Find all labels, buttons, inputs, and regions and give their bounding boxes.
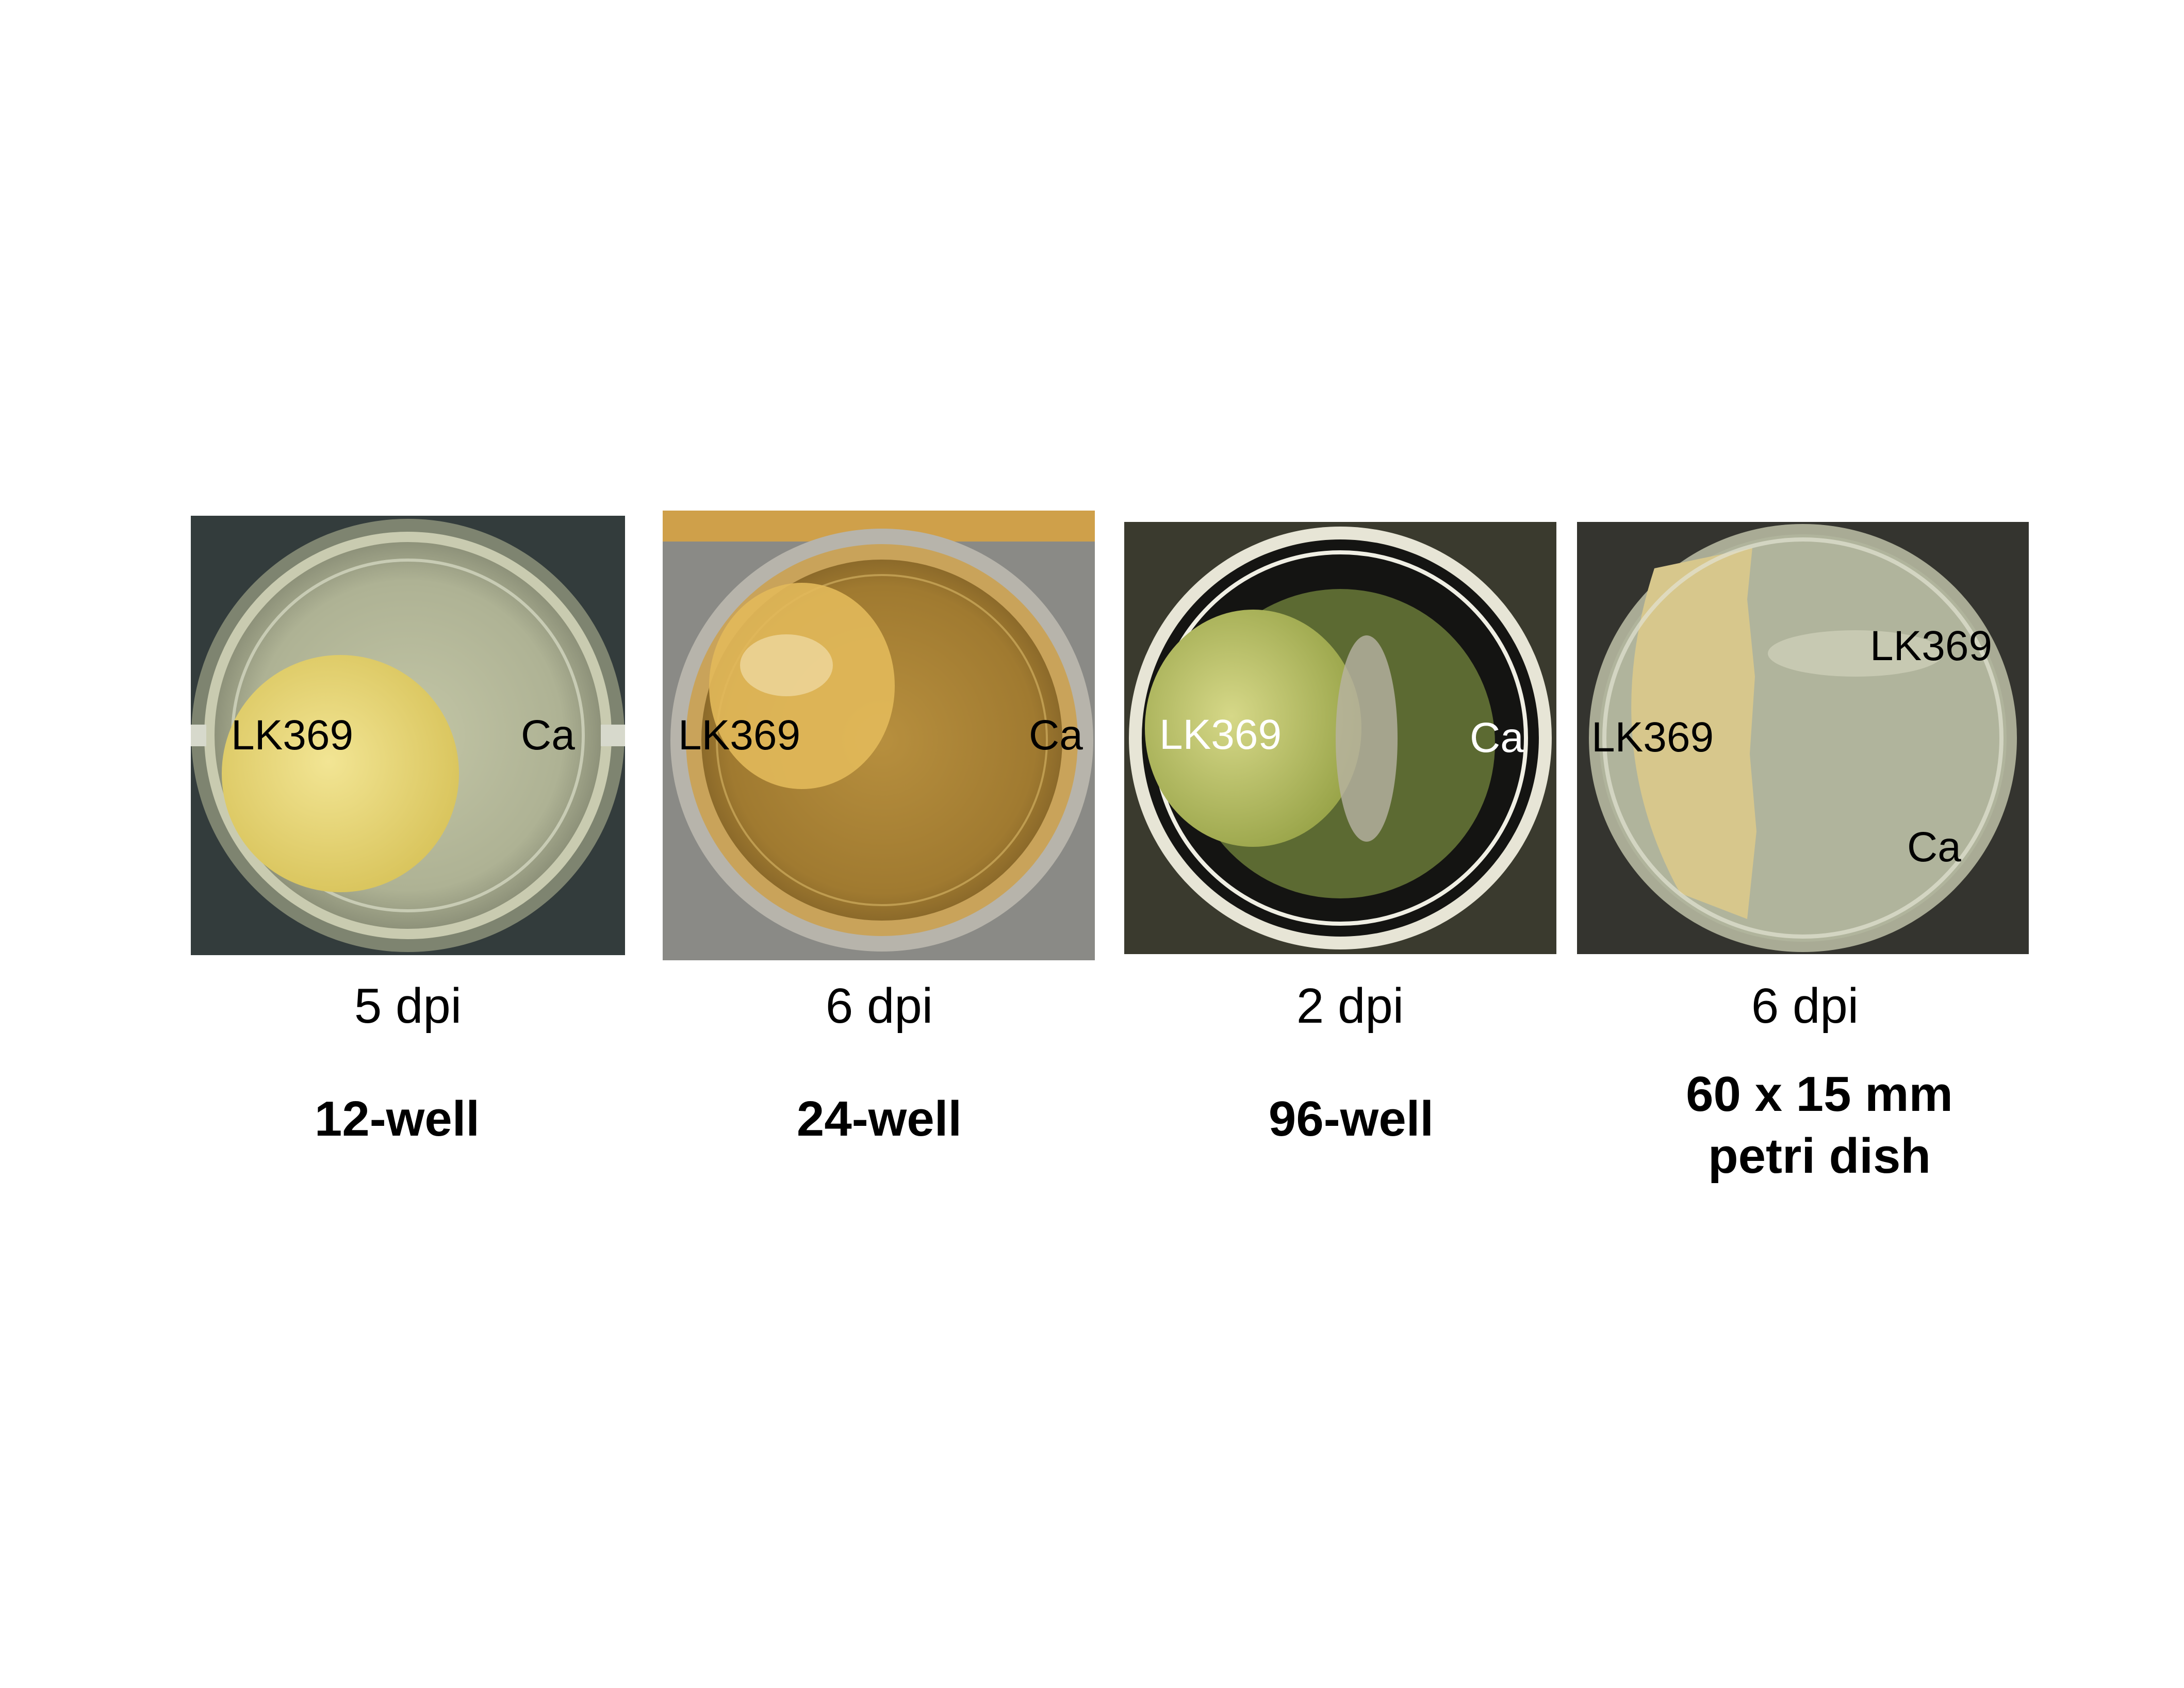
format-line-2: petri dish [1707,1128,1931,1184]
left-strain-label: LK369 [1159,711,1282,758]
right-strain-label: Ca [1470,714,1524,761]
time-label-petri-dish: 6 dpi [1751,978,1859,1034]
right-strain-label: Ca [521,712,575,759]
format-line: 24-well [796,1091,962,1146]
time-label-12-well: 5 dpi [354,978,462,1034]
format-line: 12-well [314,1091,480,1146]
format-line: 96-well [1268,1091,1434,1146]
right-strain-label: Ca [1029,712,1083,759]
format-label-96-well [1119,1088,1583,1150]
left-strain-label: LK369 [231,712,354,759]
format-label-24-well [647,1088,1111,1150]
right-strain-label: Ca [1907,824,1961,871]
left-strain-label: LK369 [1591,714,1714,761]
panel-petri-dish-photo [1577,522,2029,954]
top-right-strain-label: LK369 [1870,622,1993,669]
panel-96-well-photo [1124,522,1556,954]
format-label-petri-dish [1587,1063,2051,1187]
panel-24-well-photo [663,511,1095,960]
time-label-96-well: 2 dpi [1296,978,1404,1034]
time-label-24-well: 6 dpi [825,978,933,1034]
format-label-12-well [165,1088,629,1150]
panel-12-well-photo [191,516,625,955]
left-strain-label: LK369 [678,712,801,759]
format-line-1: 60 x 15 mm [1686,1067,1953,1122]
